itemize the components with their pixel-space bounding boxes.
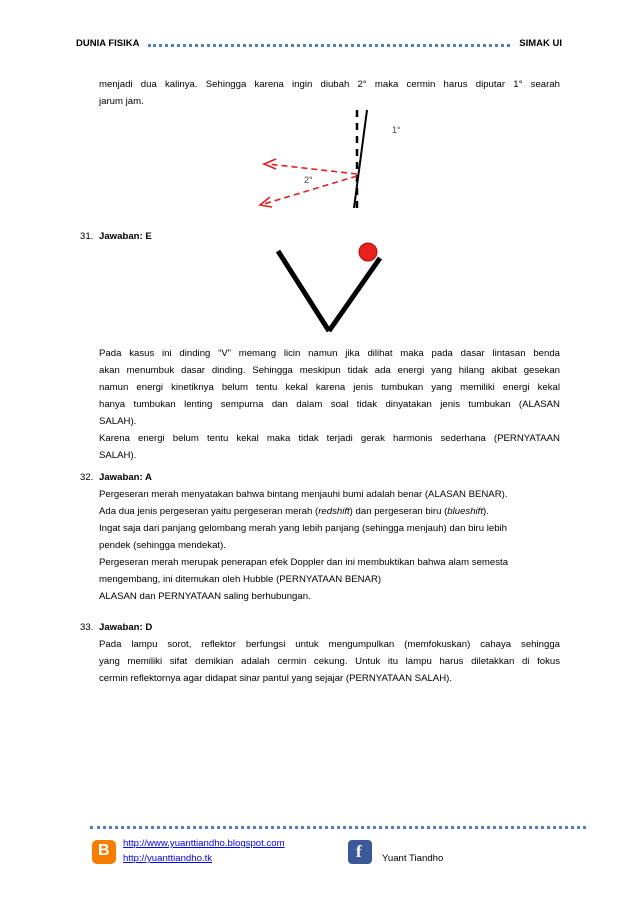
site-link[interactable]: http://yuanttiandho.tk (123, 853, 213, 864)
footer-divider (90, 826, 586, 829)
text-line: ALASAN dan PERNYATAAN saling berhubungan. (99, 591, 311, 602)
blog-link[interactable]: http://www.yuanttiandho.blogspot.com (123, 838, 285, 849)
text-line: SALAH). (99, 450, 137, 461)
text-line: SALAH). (99, 416, 137, 427)
text-line: yang memiliki sifat demikian adalah cermin cekung. Untuk itu lampu harus diletakkan di fokus (99, 656, 560, 667)
q31-explanation-1 (99, 345, 560, 464)
text-run: ). (483, 506, 489, 517)
blogger-icon: B (92, 840, 116, 864)
angle-label-1: 1° (392, 125, 401, 135)
intro-line: menjadi dua kalinya. Sehingga karena ingin diubah 2° maka cermin harus diputar 1° searah (99, 79, 560, 90)
text-line: Ingat saja dari panjang gelombang merah yang lebih panjang (sehingga menjauh) dan biru lebih (99, 523, 508, 534)
answer-heading: Jawaban: E (99, 231, 152, 242)
q32-explanation (99, 469, 560, 605)
mirror-rotation-figure (250, 108, 420, 212)
text-line: Pergeseran merah menyatakan bahwa bintang menjauhi bumi adalah benar (ALASAN BENAR). (99, 489, 508, 500)
text-line: namun energi kinetiknya belum tentu kekal karena jenis tumbukan yang memiliki energi kekal (99, 382, 560, 393)
intro-paragraph (99, 76, 560, 110)
v-wall-right (329, 258, 380, 331)
text-line: Pergeseran merah merupak penerapan efek Doppler dan ini membuktikan bahwa alam semesta (99, 557, 509, 568)
text-line (99, 503, 560, 520)
text-line: akan menumbuk dasar dinding. Sehingga meskipun tidak ada energi yang hilang akibat gesekan (99, 365, 560, 376)
text-run: Ada dua jenis pergeseran yaitu pergeseran merah ( (99, 506, 319, 517)
text-italic: blueshift (447, 506, 483, 517)
answer-heading: Jawaban: D (99, 622, 153, 633)
angle-label-2: 2° (304, 175, 313, 185)
text-line: cermin reflektornya agar didapat sinar pantul yang sejajar (PERNYATAAN SALAH). (99, 673, 452, 684)
q33-explanation (99, 619, 560, 687)
facebook-icon: f (348, 840, 372, 864)
text-line: Pada lampu sorot, reflektor berfungsi untuk mengumpulkan (memfokuskan) cahaya sehingga (99, 639, 560, 650)
text-run: ) dan pergeseran biru ( (349, 506, 448, 517)
question-number: 32. (80, 472, 94, 483)
header-title-left: DUNIA FISIKA (76, 38, 144, 49)
answer-heading: Jawaban: A (99, 472, 152, 483)
v-wall-figure (268, 236, 388, 336)
reflected-ray-1 (268, 164, 357, 174)
header-title-right: SIMAK UI (515, 38, 562, 49)
author-name: Yuant Tiandho (382, 853, 444, 864)
text-line: Pada kasus ini dinding “V” memang licin namun jika dilihat maka pada dasar lintasan benda (99, 348, 560, 359)
intro-line: jarum jam. (99, 96, 144, 107)
v-wall-left (278, 251, 329, 331)
text-italic: redshift (318, 506, 350, 517)
ball (359, 243, 377, 261)
question-number: 33. (80, 622, 94, 633)
text-line: Karena energi belum tentu kekal maka tidak terjadi gerak harmonis sederhana (PERNYATAAN (99, 433, 560, 444)
text-line: mengembang, ini ditemukan oleh Hubble (PERNYATAAN BENAR) (99, 574, 382, 585)
text-line: pendek (sehingga mendekat). (99, 540, 226, 551)
text-line: hanya tumbukan lenting sempurna dan dalam soal tidak dinyatakan jenis tumbukan (ALASAN (99, 399, 560, 410)
question-number: 31. (80, 231, 94, 242)
header-divider (148, 44, 510, 47)
page-header (76, 38, 562, 52)
